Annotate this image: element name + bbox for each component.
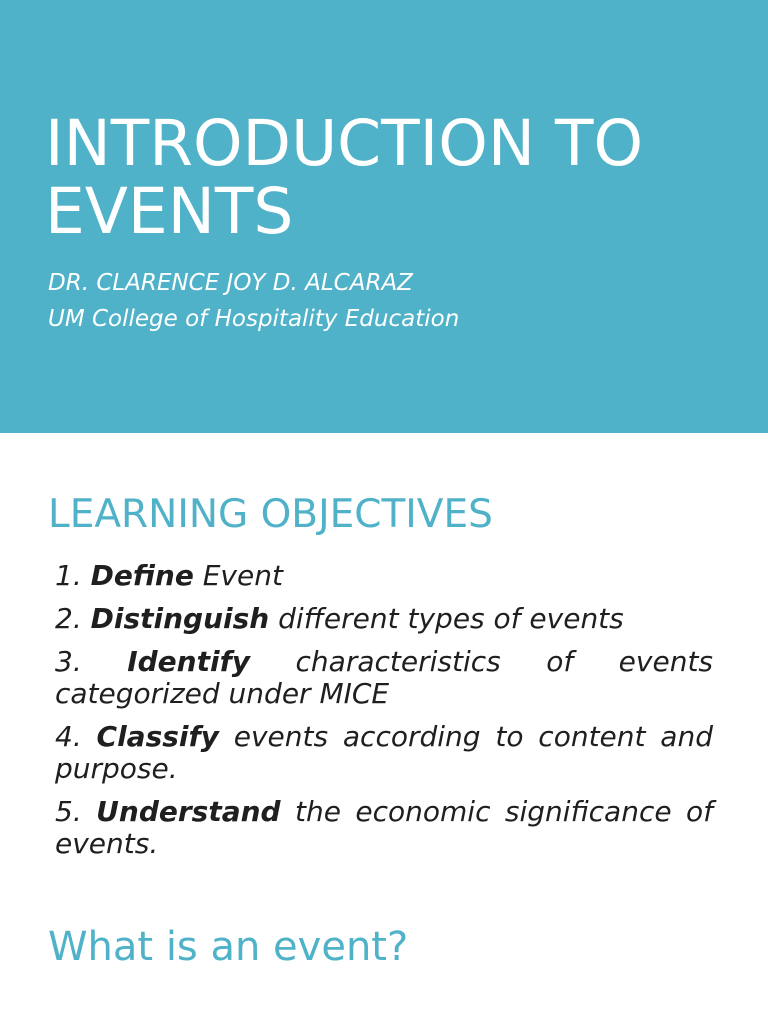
presentation-title [45,107,755,248]
author-name: DR. CLARENCE JOY D. ALCARAZ [48,270,413,296]
institution-name: UM College of Hospitality Education [48,306,460,332]
objective-item [55,796,713,860]
objective-text: the economic significance of events. [55,795,713,860]
objective-verb: Distinguish [90,602,270,635]
objective-number: 1. [55,559,82,592]
objective-text: different types of events [278,602,624,635]
objective-text: events according to content and purpose. [55,720,713,785]
objective-item [55,560,713,592]
title-line-2: EVENTS [45,175,294,248]
objective-verb: Classify [96,720,219,753]
section-question-heading: What is an event? [48,924,409,970]
objective-verb: Understand [96,795,281,828]
title-slide-banner [0,0,768,433]
presentation-subtitle [48,265,459,337]
objective-number: 2. [55,602,82,635]
objectives-heading: LEARNING OBJECTIVES [48,492,493,537]
objectives-list [55,560,713,871]
objective-item [55,603,713,635]
objective-number: 3. [55,645,82,678]
objective-text: Event [202,559,283,592]
objective-verb: Define [90,559,194,592]
objective-item [55,646,713,710]
objective-text: characteristics of events categorized under MICE [55,645,714,710]
objective-number: 5. [55,795,82,828]
objective-verb: Identify [127,645,251,678]
objective-number: 4. [55,720,82,753]
objective-item [55,721,713,785]
title-line-1: INTRODUCTION TO [45,107,644,180]
